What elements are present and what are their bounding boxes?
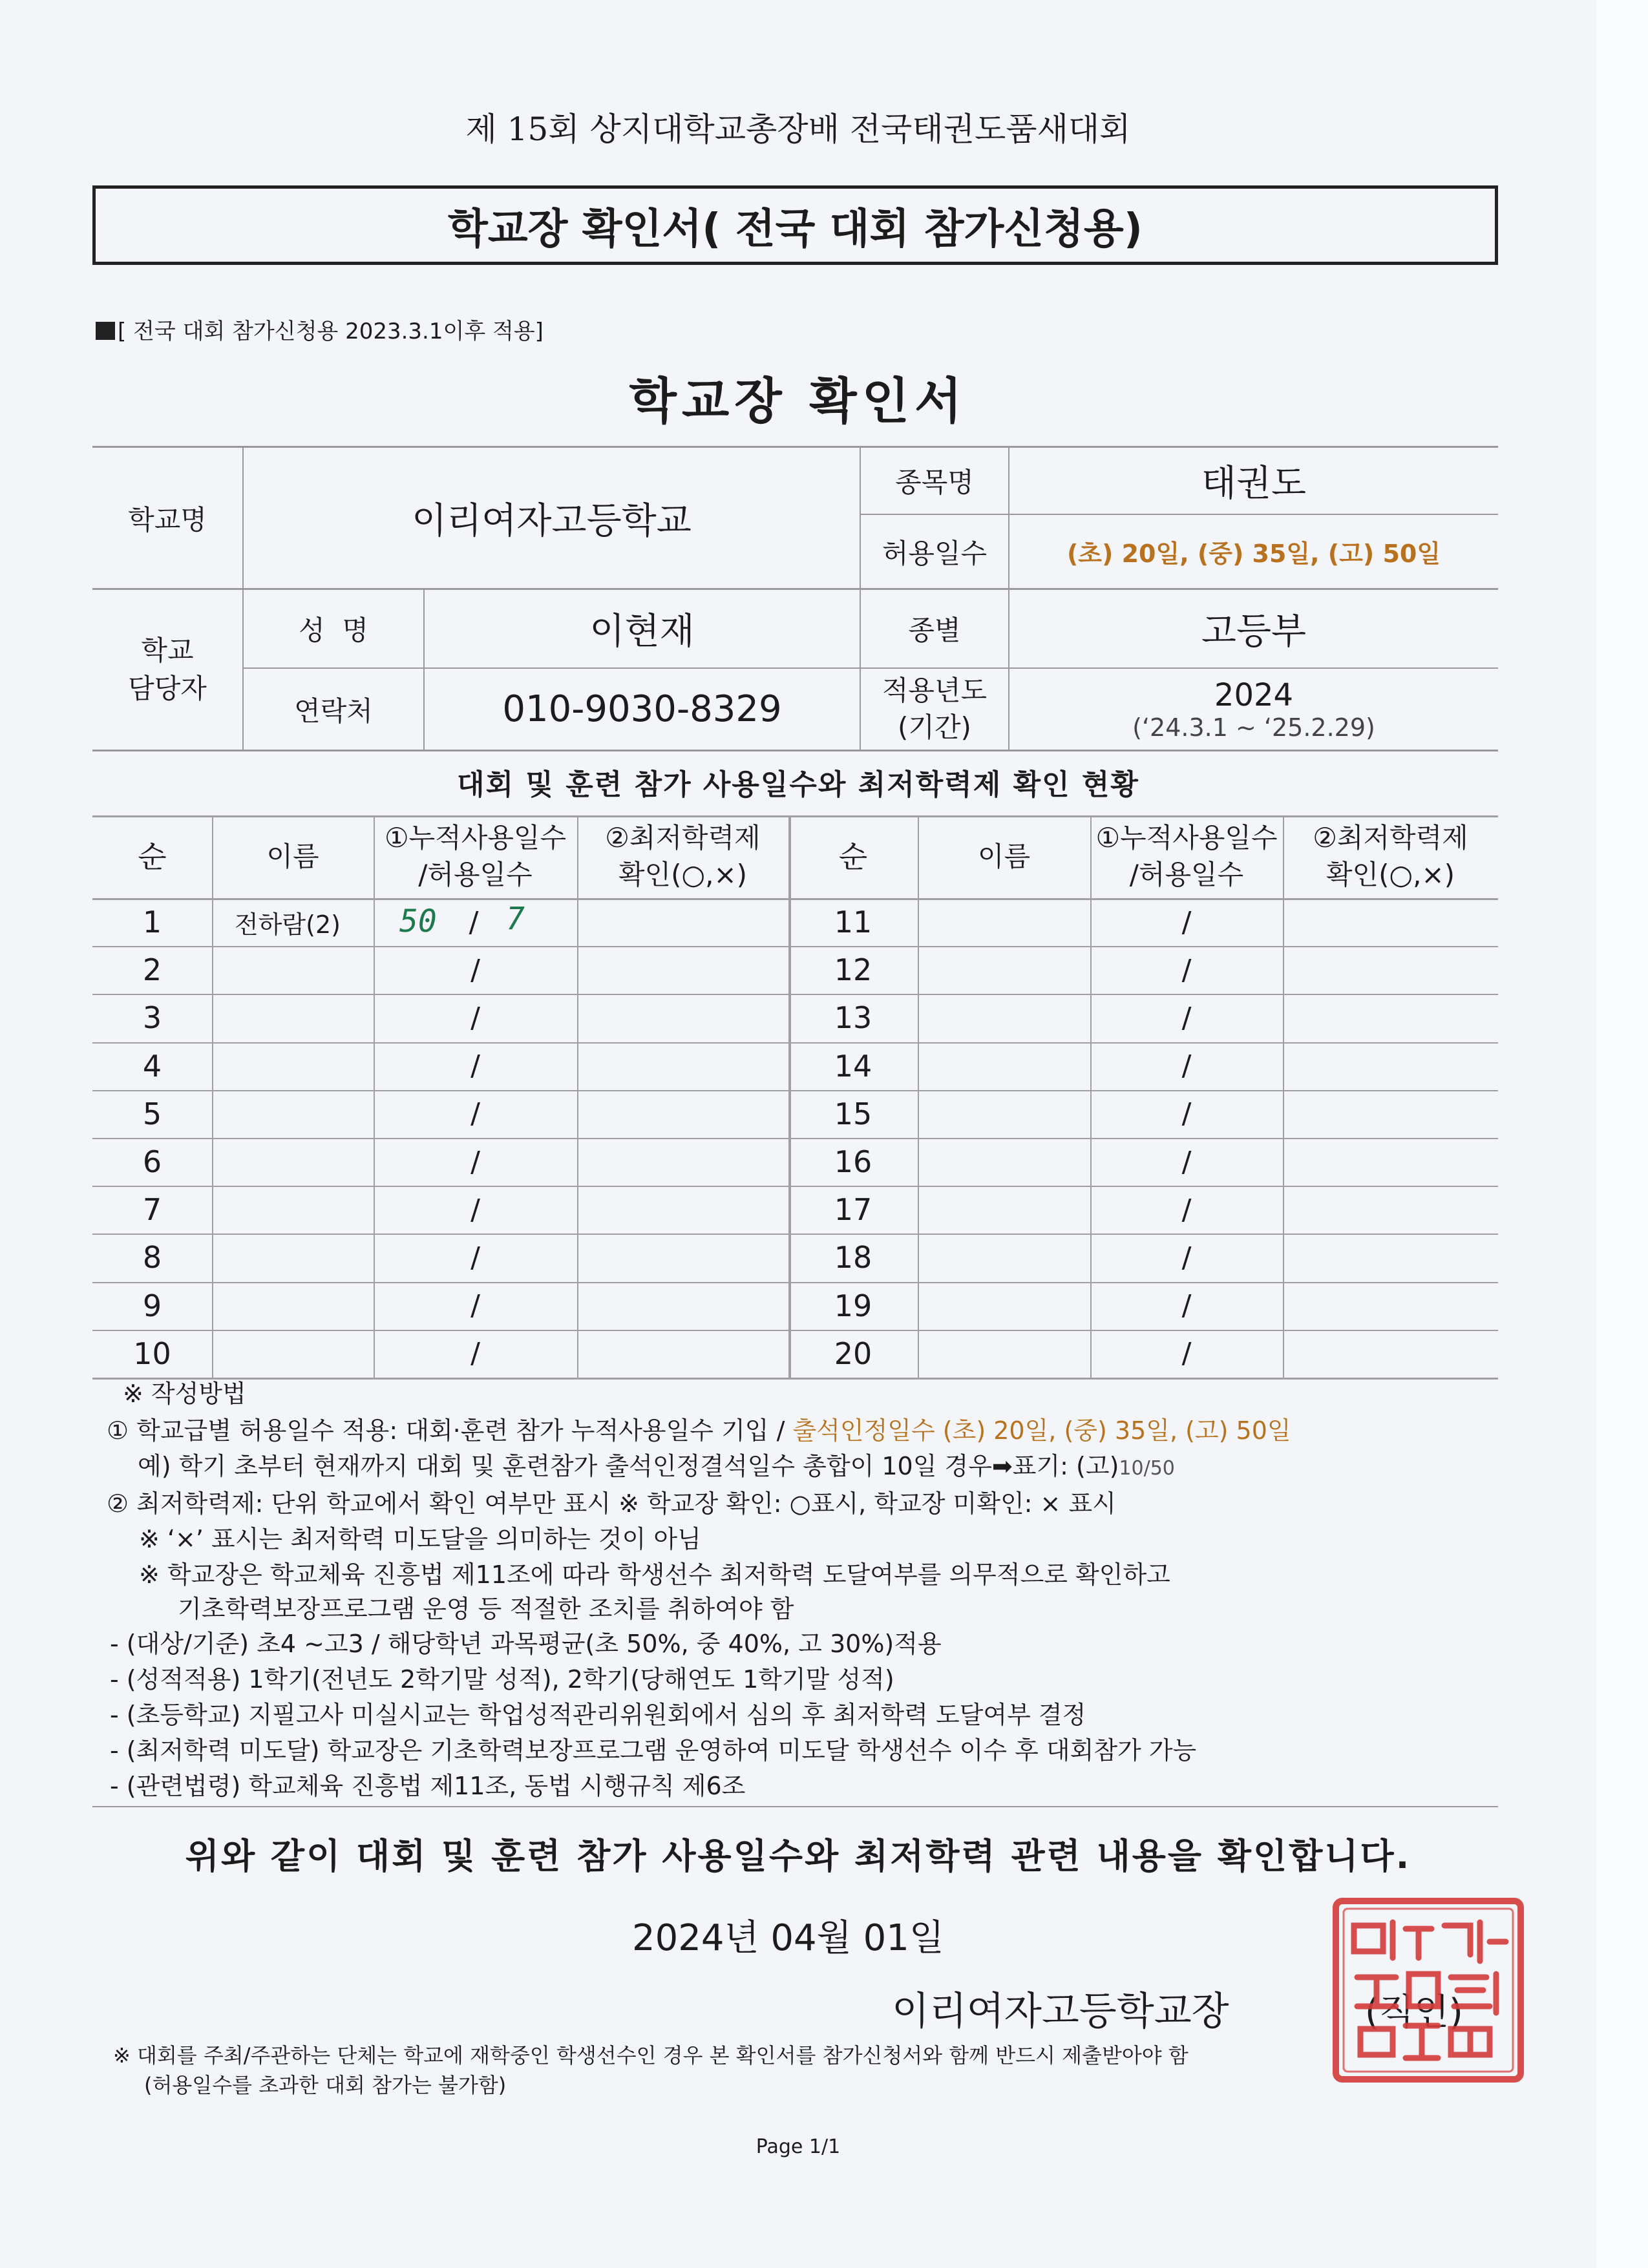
row-number: 5 [142,1096,162,1131]
usage-separator: / [1181,1337,1192,1370]
table-column-rule [1283,815,1284,1378]
notice-text: [ 전국 대회 참가신청용 2023.3.1이후 적용] [118,319,544,344]
row-number: 14 [834,1048,872,1084]
name-label: 성 명 [299,614,368,646]
usage-separator: / [1181,1049,1192,1083]
row-number: 17 [834,1192,872,1228]
usage-separator: / [470,1241,480,1274]
instruction-line-1b: 출석인정일수 (초) 20일, (중) 35일, (고) 50일 [792,1416,1291,1445]
usage-separator: / [1181,1001,1192,1034]
notice-line [96,313,544,345]
handwritten-used-days: 50 [399,903,437,940]
header-min-grade: ②최저학력제 확인(○,×) [605,822,761,890]
footnote-line-1: ※ 대회를 주최/주관하는 단체는 학교에 재학중인 학생선수인 경우 본 확인서를 참가신청서와 함께 반드시 제출받아야 함 [113,2043,1188,2068]
row-number: 10 [133,1336,171,1371]
row-number: 12 [834,952,872,988]
row-number: 19 [834,1288,872,1323]
document-title-box [92,185,1498,265]
instruction-line-6: 기초학력보장프로그램 운영 등 적절한 조치를 취하여야 함 [178,1595,794,1623]
row-number: 6 [142,1144,162,1180]
instructions-divider [92,1806,1498,1807]
header-name: 이름 [266,840,319,872]
table-column-rule [212,815,213,1378]
period-value: (‘24.3.1 ~ ‘25.2.29) [1132,713,1375,742]
document-title-box-text: 학교장 확인서( 전국 대회 참가신청용) [448,205,1143,253]
allowed-days-label: 허용일수 [882,537,988,569]
usage-separator: / [470,1001,480,1034]
usage-separator: / [1181,1289,1192,1323]
scan-edge [1596,0,1648,2268]
instruction-line-2 [138,1449,1175,1486]
usage-separator: / [470,1145,480,1179]
usage-separator: / [1181,953,1192,987]
official-seal-stamp [1328,1893,1528,2087]
school-name-label: 학교명 [128,503,207,536]
usage-separator: / [470,1049,480,1083]
event-label: 종목명 [895,467,974,498]
form-title: 학교장 확인서 [629,372,967,430]
competition-name: 제 15회 상지대학교총장배 전국태권도품새대회 [465,110,1131,148]
footnote-line-2: (허용일수를 초과한 대회 참가는 불가함) [144,2073,507,2097]
usage-separator: / [1181,1241,1192,1274]
instruction-line-3: ② 최저학력제: 단위 학교에서 확인 여부만 표시 ※ 학교장 확인: ○표시, 학교장 미확인: × 표시 [107,1489,1116,1518]
table-row-rule [92,1378,1498,1380]
row-number: 2 [142,952,162,988]
header-usage: ①누적사용일수 /허용일수 [1095,822,1278,890]
row-number: 13 [834,1000,872,1036]
instruction-line-9: - (초등학교) 지필고사 미실시교는 학업성적관리위원회에서 심의 후 최저학력 도달여부 결정 [110,1701,1086,1729]
division-label: 종별 [908,614,961,646]
usage-separator: / [470,953,480,987]
row-number: 4 [142,1048,162,1084]
instruction-line-10: - (최저학력 미도달) 학교장은 기초학력보장프로그램 운영하여 미도달 학생선수 이수 후 대회참가 가능 [110,1736,1197,1765]
row-number: 18 [834,1240,872,1276]
instruction-line-1a: ① 학교급별 허용일수 적용: 대회·훈련 참가 누적사용일수 기입 / [107,1416,793,1445]
instruction-line-11: - (관련법령) 학교체육 진흥법 제11조, 동법 시행규칙 제6조 [110,1772,746,1800]
phone-label: 연락처 [294,695,373,727]
event-value: 태권도 [1201,463,1307,505]
allowed-days-value: (초) 20일, (중) 35일, (고) 50일 [1066,540,1441,568]
usage-separator: / [470,1289,480,1323]
black-square-icon [96,322,115,340]
row-number: 11 [834,905,872,940]
confirmation-statement: 위와 같이 대회 및 훈련 참가 사용일수와 최저학력 관련 내용을 확인합니다. [185,1836,1411,1876]
footnote [113,2041,1188,2100]
division-value: 고등부 [1201,611,1307,653]
instruction-line-2b: 10/50 [1119,1457,1175,1480]
row-number: 15 [834,1096,872,1131]
row-number: 8 [142,1240,162,1276]
section-title: 대회 및 훈련 참가 사용일수와 최저학력제 확인 현황 [457,768,1139,801]
header-usage: ①누적사용일수 /허용일수 [384,822,567,890]
row-number: 7 [142,1192,162,1228]
instruction-line-7: - (대상/기준) 초4 ~고3 / 해당학년 과목평균(초 50%, 중 40%, 고 30%)적용 [110,1630,942,1658]
athlete-name: 전하람(2) [235,910,341,939]
row-number: 9 [142,1288,162,1323]
principal-title: 이리여자고등학교장 [892,1989,1229,2034]
instructions-heading: ※ 작성방법 [123,1380,246,1408]
row-number: 16 [834,1144,872,1180]
usage-separator: / [1181,905,1192,939]
phone-value: 010-9030-8329 [502,688,782,730]
contact-person-label: 학교 담당자 [128,634,207,704]
usage-separator: / [470,1337,480,1370]
year-value: 2024 [1214,677,1294,713]
handwritten-allowed-days: 7 [506,901,525,937]
instruction-line-5: ※ 학교장은 학교체육 진흥법 제11조에 따라 학생선수 최저학력 도달여부를 의무적으로 확인하고 [139,1560,1170,1589]
header-no: 순 [138,839,167,874]
name-value: 이현재 [589,611,695,653]
header-no: 순 [838,839,868,874]
instruction-line-4: ※ ‘×’ 표시는 최저학력 미도달을 의미하는 것이 아님 [139,1525,701,1553]
usage-separator: / [1181,1193,1192,1226]
page-number: Page 1/1 [755,2136,841,2158]
table-column-rule [918,815,919,1378]
year-label: 적용년도 (기간) [882,674,988,743]
header-min-grade: ②최저학력제 확인(○,×) [1313,822,1468,890]
seal-label: (직인) [1365,1991,1463,2033]
usage-separator: / [1181,1097,1192,1131]
instruction-line-8: - (성적적용) 1학기(전년도 2학기말 성적), 2학기(당해연도 1학기말 성적) [110,1665,894,1694]
row-number: 20 [834,1336,872,1371]
row-number: 3 [142,1000,162,1036]
header-name: 이름 [977,840,1031,872]
issue-date: 2024년 04월 01일 [632,1917,944,1959]
usage-separator: / [470,1193,480,1226]
usage-separator: / [1181,1145,1192,1179]
year-cell [1009,669,1498,750]
usage-separator: / [469,905,479,939]
instruction-line-1 [107,1413,1291,1449]
table-column-rule [577,815,578,1378]
usage-separator: / [470,1097,480,1131]
school-name-value: 이리여자고등학교 [412,499,692,542]
instruction-line-2a: 예) 학기 초부터 현재까지 대회 및 훈련참가 출석인정결석일수 총합이 10일 경우➡표기: (고) [138,1452,1119,1480]
row-number: 1 [142,905,162,940]
